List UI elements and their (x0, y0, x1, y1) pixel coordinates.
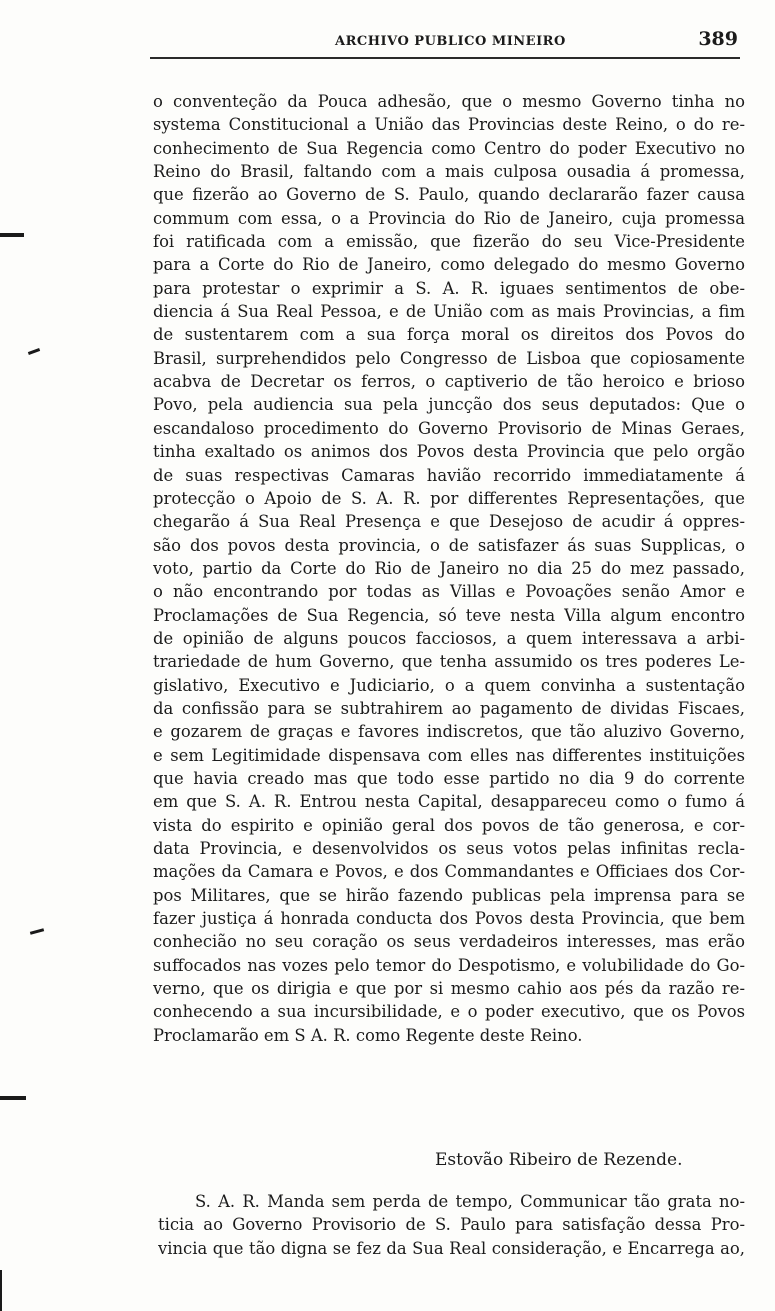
margin-mark (0, 233, 24, 237)
text-line: escandaloso procedimento do Governo Provisorio de Minas Geraes, (153, 418, 745, 438)
text-line: diencia á Sua Real Pessoa, e de União com as mais Provincias, a fim (153, 302, 745, 322)
text-line: trariedade de hum Governo, que tenha assumido os tres poderes Le- (153, 652, 745, 672)
text-line: e gozarem de graças e favores indiscretos, que tão aluzivo Governo, (153, 722, 745, 742)
margin-mark (28, 348, 40, 355)
text-line: fazer justiça á honrada conducta dos Povos desta Provincia, que bem (153, 909, 745, 929)
text-line: protecção o Apoio de S. A. R. por differentes Representações, que (153, 488, 745, 508)
text-line: para protestar o exprimir a S. A. R. iguaes sentimentos de obe- (153, 278, 745, 298)
text-line: mações da Camara e Povos, e dos Commandantes e Officiaes dos Cor- (153, 862, 745, 882)
text-line: da confissão para se subtrahirem ao pagamento de dividas Fiscaes, (153, 698, 745, 718)
text-line: tinha exaltado os animos dos Povos desta Provincia que pelo orgão (153, 442, 745, 462)
text-line: e sem Legitimidade dispensava com elles nas differentes instituições (153, 745, 745, 765)
text-line: foi ratificada com a emissão, que fizerão do seu Vice-Presidente (153, 232, 745, 252)
text-line: verno, que os dirigia e que por si mesmo cahio aos pés da razão re- (153, 979, 745, 999)
text-line: suffocados nas vozes pelo temor do Despotismo, e volubilidade do Go- (153, 955, 745, 975)
text-line: ticia ao Governo Provisorio de S. Paulo para satisfação dessa Pro- (158, 1215, 745, 1235)
text-line: o não encontrando por todas as Villas e Povoações senão Amor e (153, 582, 745, 602)
text-line: de suas respectivas Camaras havião recorrido immediatamente á (153, 465, 745, 485)
text-line: systema Constitucional a União das Provincias deste Reino, o do re- (153, 115, 745, 135)
text-line: gislativo, Executivo e Judiciario, o a quem convinha a sustentação (153, 675, 745, 695)
margin-mark (30, 928, 44, 935)
margin-mark (0, 1096, 26, 1100)
text-line: Reino do Brasil, faltando com a mais culposa ousadia á promessa, (153, 162, 745, 182)
text-line: Proclamações de Sua Regencia, só teve nesta Villa algum encontro (153, 605, 745, 625)
text-line: o conventeção da Pouca adhesão, que o mesmo Governo tinha no (153, 92, 745, 111)
text-line: de sustentarem com a sua força moral os direitos dos Povos do (153, 325, 745, 345)
text-line: conhecendo a sua incursibilidade, e o poder executivo, que os Povos (153, 1002, 745, 1022)
text-line: data Provincia, e desenvolvidos os seus votos pelas infinitas recla- (153, 839, 745, 858)
text-line: chegarão á Sua Real Presença e que Desejoso de acudir á oppres- (153, 512, 745, 532)
running-title: ARCHIVO PUBLICO MINEIRO (335, 34, 566, 49)
text-line: Brasil, surprehendidos pelo Congresso de Lisboa que copiosamente (153, 348, 745, 368)
text-line: acabva de Decretar os ferros, o captiverio de tão heroico e brioso (153, 372, 745, 392)
margin-mark (0, 1270, 2, 1311)
text-line: commum com essa, o a Provincia do Rio de Janeiro, cuja promessa (153, 208, 745, 228)
text-line: de opinião de alguns poucos facciosos, a quem interessava a arbi- (153, 628, 745, 648)
signature: Estovão Ribeiro de Rezende. (435, 1150, 683, 1170)
text-line: voto, partio da Corte do Rio de Janeiro no dia 25 do mez passado, (153, 558, 745, 578)
text-line: vista do espirito e opinião geral dos povos de tão generosa, e cor- (153, 815, 745, 835)
text-line: conhecimento de Sua Regencia como Centro do poder Executivo no (153, 138, 745, 158)
text-line: em que S. A. R. Entrou nesta Capital, desappareceu como o fumo á (153, 792, 745, 812)
follow-paragraph (158, 1190, 745, 1260)
text-line: que havia creado mas que todo esse partido no dia 9 do corrente (153, 768, 745, 788)
running-head (150, 27, 740, 59)
text-line: para a Corte do Rio de Janeiro, como delegado do mesmo Governo (153, 255, 745, 275)
text-line: pos Militares, que se hirão fazendo publicas pela imprensa para se (153, 885, 745, 905)
page-number: 389 (698, 28, 738, 50)
text-line: Proclamarão em S A. R. como Regente deste Reino. (153, 1025, 583, 1045)
text-line: conhecião no seu coração os seus verdadeiros interesses, mas erão (153, 932, 745, 952)
body-paragraph (153, 90, 745, 1047)
text-line: Povo, pela audiencia sua pela juncção dos seus deputados: Que o (153, 395, 745, 415)
text-line: são dos povos desta provincia, o de satisfazer ás suas Supplicas, o (153, 535, 745, 555)
text-line: vincia que tão digna se fez da Sua Real consideração, e Encarrega ao, (158, 1238, 745, 1258)
text-line: que fizerão ao Governo de S. Paulo, quando declararão fazer causa (153, 185, 745, 205)
text-line: S. A. R. Manda sem perda de tempo, Communicar tão grata no- (195, 1192, 745, 1211)
